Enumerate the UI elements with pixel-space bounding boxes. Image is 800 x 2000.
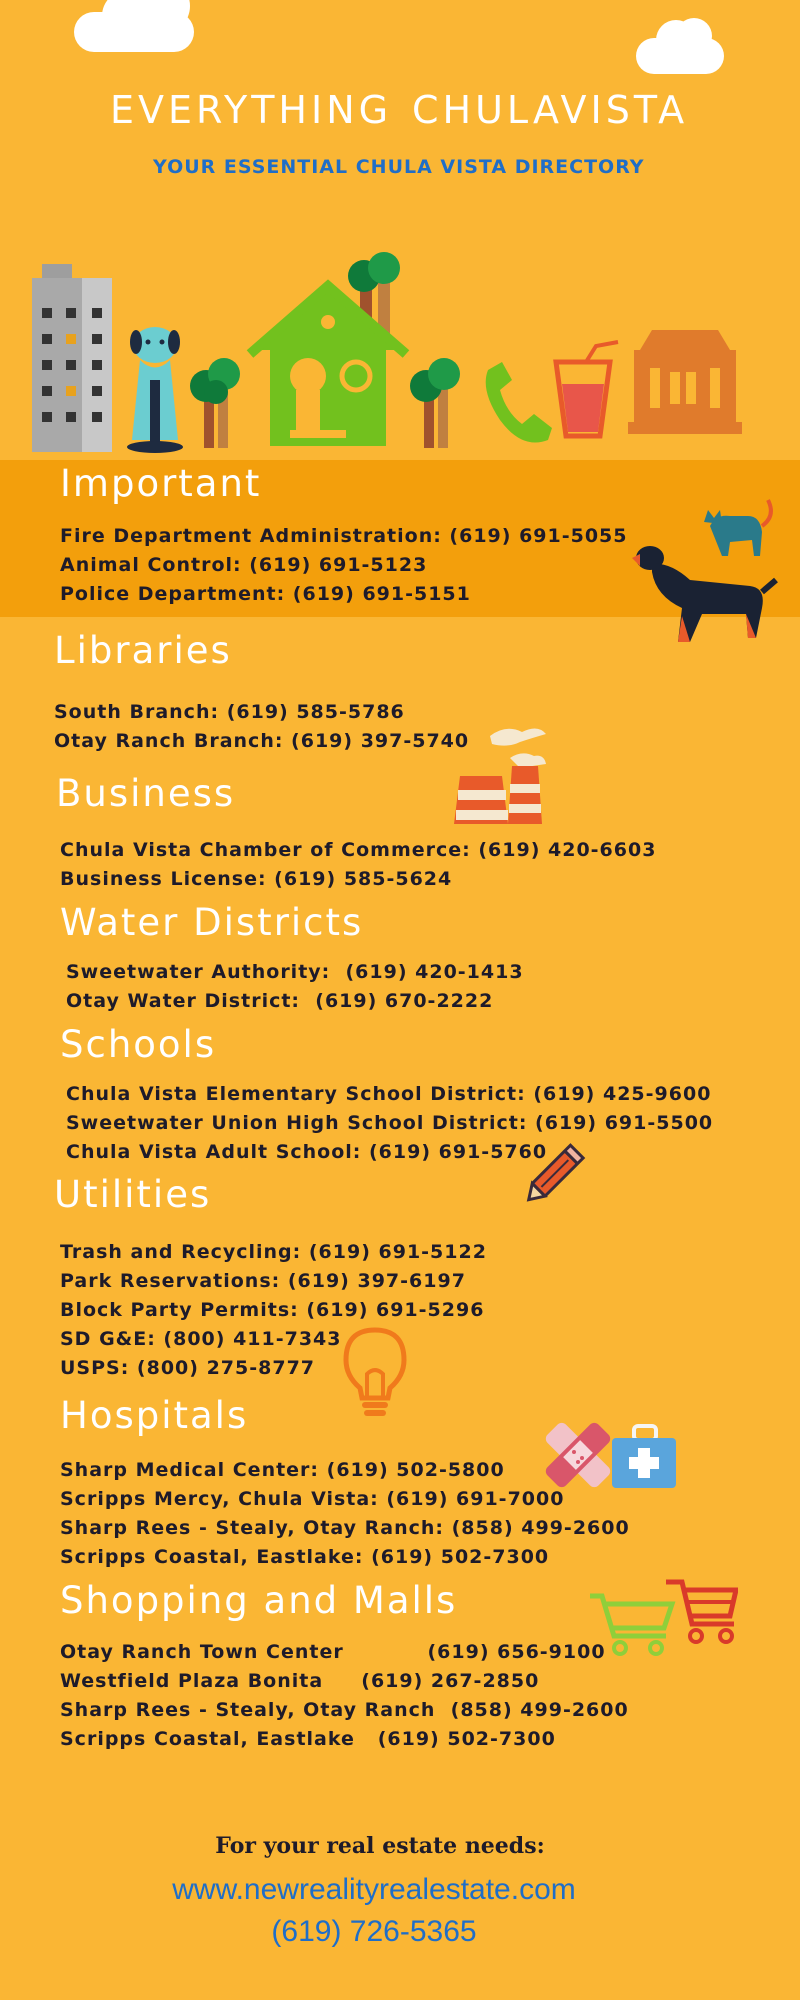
shopping-cart-icon bbox=[590, 1596, 672, 1654]
carts-illustration bbox=[586, 1574, 738, 1662]
list-item: Sharp Medical Center: (619) 502-5800 bbox=[60, 1459, 505, 1481]
phone-number[interactable]: (619) 726-5365 bbox=[271, 1915, 477, 1948]
list-item: SD G&E: (800) 411-7343 bbox=[60, 1328, 342, 1350]
city-hall-icon bbox=[628, 330, 742, 434]
bandage-icon bbox=[543, 1420, 612, 1489]
footer-label: For your real estate needs: bbox=[215, 1833, 545, 1859]
water-districts-heading: Water Districts bbox=[60, 901, 364, 944]
drink-icon bbox=[556, 342, 618, 436]
title-part-2: CHULAVISTA bbox=[412, 88, 689, 132]
list-item: Chula Vista Elementary School District: (619) 425-9600 bbox=[66, 1083, 712, 1105]
light-bulb-icon bbox=[340, 1326, 410, 1422]
pencil-icon bbox=[522, 1138, 592, 1202]
factory-icon bbox=[450, 724, 560, 828]
business-heading: Business bbox=[56, 772, 236, 815]
list-item: Sharp Rees - Stealy, Otay Ranch (858) 499-2600 bbox=[60, 1699, 629, 1721]
title-part-1: EVERYTHING bbox=[110, 88, 393, 132]
list-item: Chula Vista Chamber of Commerce: (619) 420-6603 bbox=[60, 839, 657, 861]
list-item: USPS: (800) 275-8777 bbox=[60, 1357, 316, 1379]
list-item: Sharp Rees - Stealy, Otay Ranch: (858) 499-2600 bbox=[60, 1517, 630, 1539]
tree-icon bbox=[410, 358, 460, 448]
list-item: Trash and Recycling: (619) 691-5122 bbox=[60, 1241, 487, 1263]
shopping-cart-icon bbox=[666, 1582, 736, 1642]
dog-icon bbox=[632, 546, 776, 642]
utilities-heading: Utilities bbox=[54, 1173, 212, 1216]
list-item: Otay Water District: (619) 670-2222 bbox=[66, 990, 494, 1012]
list-item: Scripps Mercy, Chula Vista: (619) 691-7000 bbox=[60, 1488, 565, 1510]
website-link[interactable]: www.newrealityrealestate.com bbox=[172, 1873, 576, 1906]
list-item: Westfield Plaza Bonita (619) 267-2850 bbox=[60, 1670, 540, 1692]
building-icon bbox=[32, 264, 112, 452]
list-item: Otay Ranch Branch: (619) 397-5740 bbox=[54, 730, 470, 752]
first-aid-kit-icon bbox=[612, 1426, 676, 1488]
illustration-row bbox=[0, 250, 800, 460]
list-item: Block Party Permits: (619) 691-5296 bbox=[60, 1299, 485, 1321]
list-item: Park Reservations: (619) 397-6197 bbox=[60, 1270, 466, 1292]
list-item: Scripps Coastal, Eastlake (619) 502-7300 bbox=[60, 1728, 556, 1750]
cloud-icon bbox=[636, 38, 724, 74]
cloud-icon bbox=[74, 12, 194, 52]
pets-illustration bbox=[630, 496, 780, 656]
libraries-heading: Libraries bbox=[54, 629, 232, 672]
schools-heading: Schools bbox=[60, 1023, 217, 1066]
list-item: Business License: (619) 585-5624 bbox=[60, 868, 453, 890]
list-item: Sweetwater Authority: (619) 420-1413 bbox=[66, 961, 524, 983]
cat-icon bbox=[704, 500, 771, 556]
phone-icon bbox=[486, 362, 552, 443]
hospitals-heading: Hospitals bbox=[60, 1394, 249, 1437]
list-item: Chula Vista Adult School: (619) 691-5760 bbox=[66, 1141, 548, 1163]
list-item: Otay Ranch Town Center (619) 656-9100 bbox=[60, 1641, 606, 1663]
dog-icon bbox=[127, 327, 183, 453]
shopping-heading: Shopping and Malls bbox=[60, 1579, 458, 1622]
page-subtitle: YOUR ESSENTIAL CHULA VISTA DIRECTORY bbox=[153, 156, 645, 178]
important-heading: Important bbox=[60, 462, 262, 505]
list-item: South Branch: (619) 585-5786 bbox=[54, 701, 405, 723]
list-item: Scripps Coastal, Eastlake: (619) 502-7300 bbox=[60, 1546, 550, 1568]
list-item: Police Department: (619) 691-5151 bbox=[60, 583, 471, 605]
medical-illustration bbox=[536, 1416, 686, 1512]
list-item: Fire Department Administration: (619) 691-5055 bbox=[60, 525, 628, 547]
tree-icon bbox=[190, 358, 240, 448]
list-item: Sweetwater Union High School District: (619) 691-5500 bbox=[66, 1112, 714, 1134]
list-item: Animal Control: (619) 691-5123 bbox=[60, 554, 428, 576]
